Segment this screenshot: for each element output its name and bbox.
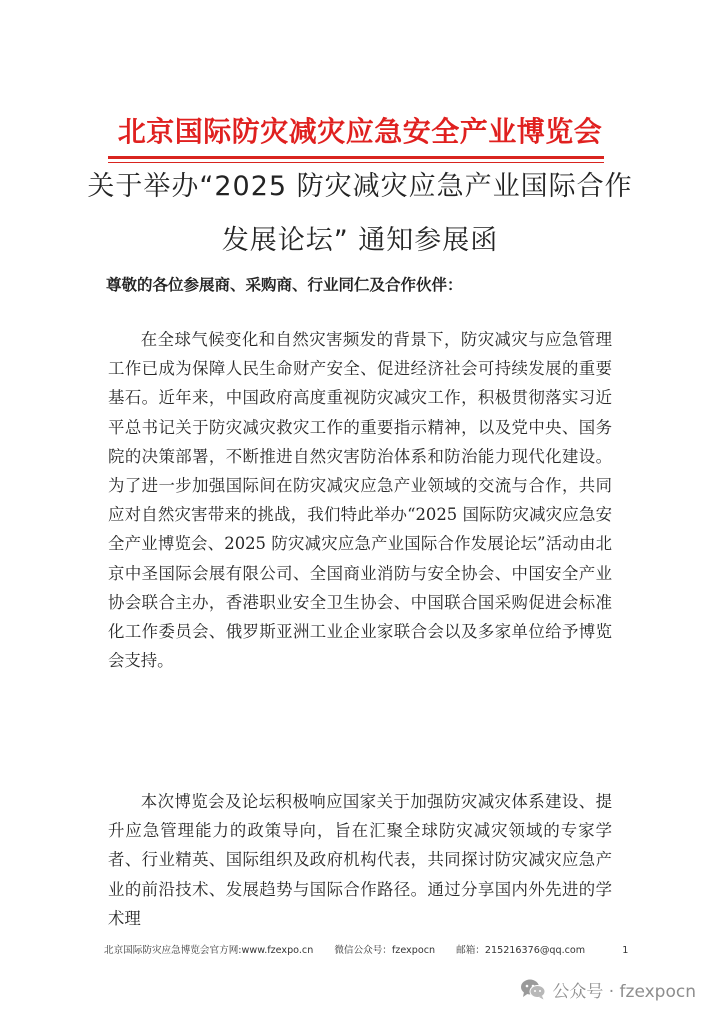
letterhead-rule-thick bbox=[108, 156, 604, 159]
salutation: 尊敬的各位参展商、采购商、行业同仁及合作伙伴： bbox=[106, 276, 463, 294]
page-footer bbox=[104, 944, 629, 958]
watermark-text: 公众号 · fzexpocn bbox=[552, 981, 696, 1002]
letterhead-rule-thin bbox=[108, 162, 604, 163]
body-paragraph-2: 本次博览会及论坛积极响应国家关于加强防灾减灾体系建设、提升应急管理能力的政策导向，旨在汇聚全球防灾减灾领域的专家学者、行业精英、国际组织及政府机构代表，共同探讨防灾减灾应急产业的前沿技术、发展趋势与国际合作路径。通过分享国内外先进的学术理 bbox=[108, 792, 612, 928]
letterhead-title: 北京国际防灾减灾应急安全产业博览会 bbox=[117, 115, 603, 148]
page-number: 1 bbox=[622, 945, 629, 956]
wechat-icon bbox=[520, 978, 546, 1000]
document-title-line-1: 关于举办“2025 防灾减灾应急产业国际合作 bbox=[87, 171, 633, 202]
document-title-line-2: 发展论坛” 通知参展函 bbox=[221, 225, 499, 256]
body-paragraph-1: 在全球气候变化和自然灾害频发的背景下，防灾减灾与应急管理工作已成为保障人民生命财产安全、促进经济社会可持续发展的重要基石。近年来，中国政府高度重视防灾减灾工作，积极贯彻落实习近平总书记关于防灾减灾救灾工作的重要指示精神，以及党中央、国务院的决策部署，不断推进自然灾害防治体系和防治能力现代化建设。为了进一步加强国际间在防灾减灾应急产业领域的交流与合作，共同应对自然灾害带来的挑战，我们特此举办“2025 国际防灾减灾应急安全产业博览会、2025 防灾减灾应急产业国际合作发展论坛”活动由北京中圣国际会展有限公司、全国商业消防与安全协会、中国安全产业协会联合主办，香港职业安全卫生协会、中国联合国采购促进会标准化工作委员会、俄罗斯亚洲工业企业家联合会以及多家单位给予博览会支持。 bbox=[108, 330, 612, 671]
footer-wechat: 微信公众号：fzexpocn bbox=[334, 945, 436, 956]
footer-website: 北京国际防灾应急博览会官方网:www.fzexpo.cn bbox=[104, 945, 314, 956]
footer-email: 邮箱：215216376@qq.com bbox=[456, 945, 586, 956]
wechat-watermark bbox=[520, 974, 696, 1004]
